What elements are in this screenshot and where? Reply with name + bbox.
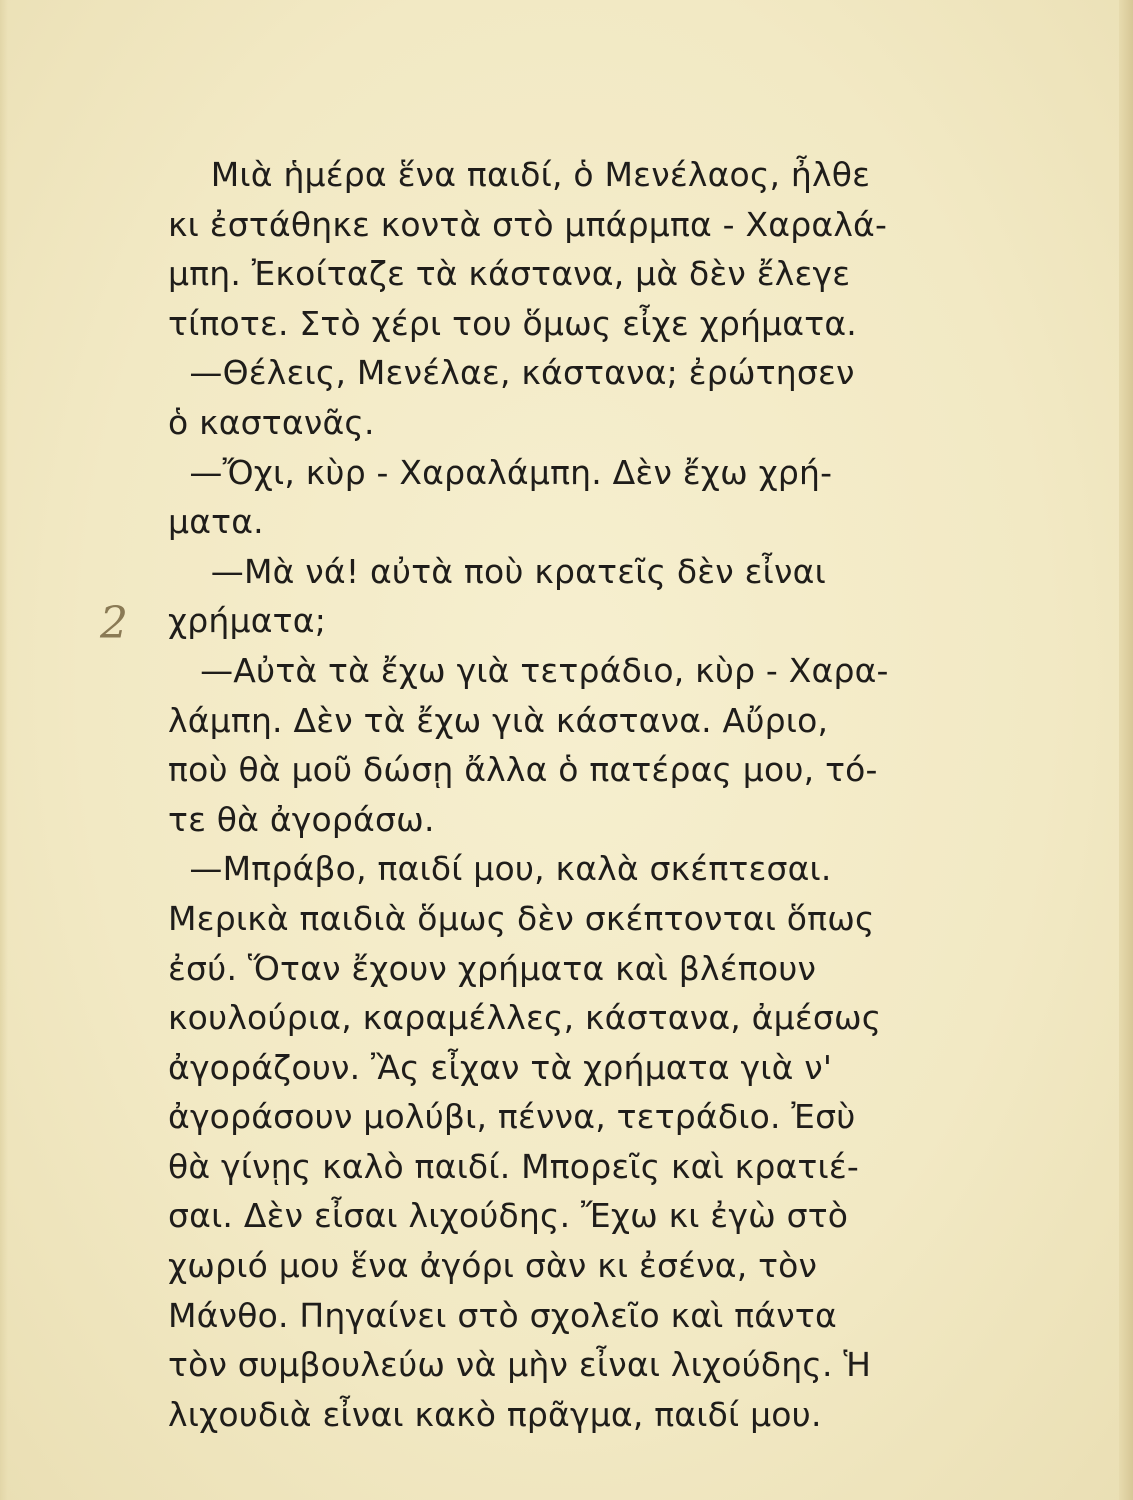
text-line: Μερικὰ παιδιὰ ὅμως δὲν σκέπτονται ὅπως <box>168 898 875 938</box>
text-line: Μάνθο. Πηγαίνει στὸ σχολεῖο καὶ πάντα <box>168 1295 837 1335</box>
text-line: θὰ γίνῃς καλὸ παιδί. Μπορεῖς καὶ κρατιέ- <box>168 1146 859 1186</box>
text-line: κουλούρια, καραμέλλες, κάστανα, ἀμέσως <box>168 998 882 1038</box>
text-line: ἐσύ. Ὅταν ἔχουν χρήματα καὶ βλέπουν <box>168 948 817 988</box>
text-line: ποὺ θὰ μοῦ δώσῃ ἄλλα ὁ πατέρας μου, τό- <box>168 750 878 790</box>
page-left-edge <box>0 0 8 1500</box>
margin-note: 2 <box>100 598 128 649</box>
text-line: Μιὰ ἡμέρα ἕνα παιδί, ὁ Μενέλαος, ἦλθε <box>168 155 871 194</box>
text-line: τίποτε. Στὸ χέρι του ὅμως εἶχε χρήματα. <box>168 303 857 343</box>
text-line: —Θέλεις, Μενέλαε, κάστανα; ἐρώτησεν <box>168 353 855 393</box>
body-text <box>168 150 998 1439</box>
text-line: χρήματα; <box>168 601 327 641</box>
text-line: χωριό μου ἕνα ἀγόρι σὰν κι ἐσένα, τὸν <box>168 1246 818 1286</box>
text-line: λάμπη. Δὲν τὰ ἔχω γιὰ κάστανα. Αὔριο, <box>168 700 829 740</box>
text-line: τε θὰ ἀγοράσω. <box>168 799 435 839</box>
text-line: τὸν συμβουλεύω νὰ μὴν εἶναι λιχούδης. Ἡ <box>168 1345 872 1385</box>
text-line: μπη. Ἐκοίταζε τὰ κάστανα, μὰ δὲν ἔλεγε <box>168 254 851 294</box>
text-line: ὁ καστανᾶς. <box>168 402 375 442</box>
text-line: σαι. Δὲν εἶσαι λιχούδης. Ἔχω κι ἐγὼ στὸ <box>168 1196 849 1236</box>
text-line: —Αὐτὰ τὰ ἔχω γιὰ τετράδιο, κὺρ - Χαρα- <box>168 650 889 690</box>
text-line: κι ἐστάθηκε κοντὰ στὸ μπάρμπα - Χαραλά- <box>168 204 888 244</box>
text-line: ματα. <box>168 502 264 542</box>
text-line: ἀγοράζουν. Ἂς εἶχαν τὰ χρήματα γιὰ ν' <box>168 1047 833 1087</box>
text-line: λιχουδιὰ εἶναι κακὸ πρᾶγμα, παιδί μου. <box>168 1394 822 1434</box>
text-line: —Μὰ νά! αὐτὰ ποὺ κρατεῖς δὲν εἶναι <box>168 551 826 591</box>
text-line: —Ὄχι, κὺρ - Χαραλάμπη. Δὲν ἔχω χρή- <box>168 452 833 492</box>
page-right-edge <box>1119 0 1133 1500</box>
text-line: ἀγοράσουν μολύβι, πέννα, τετράδιο. Ἐσὺ <box>168 1097 856 1137</box>
text-line: —Μπράβο, παιδί μου, καλὰ σκέπτεσαι. <box>168 849 832 889</box>
